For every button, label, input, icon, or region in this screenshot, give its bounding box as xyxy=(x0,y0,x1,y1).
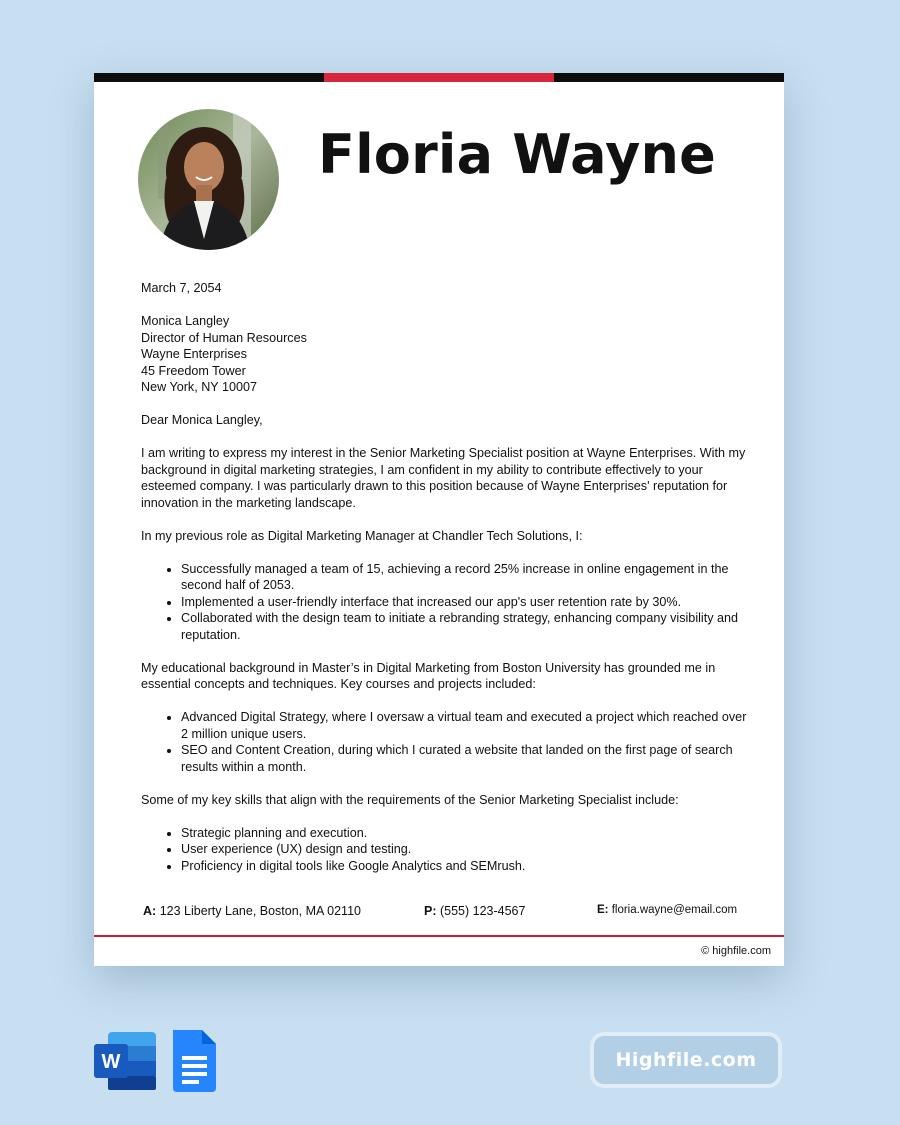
address-value: 123 Liberty Lane, Boston, MA 02110 xyxy=(159,904,361,918)
recipient-block xyxy=(141,313,751,396)
recipient-line: Monica Langley xyxy=(141,314,230,328)
profile-photo xyxy=(138,109,279,250)
google-docs-icon xyxy=(173,1030,216,1092)
svg-text:W: W xyxy=(101,1051,121,1073)
cover-letter-page xyxy=(94,73,784,966)
list-item: • Implemented a user-friendly interface that increased our app's user retention rate by 30%. xyxy=(181,594,751,611)
app-icons xyxy=(94,1030,224,1092)
highfile-badge[interactable] xyxy=(594,1036,778,1084)
email-value: floria.wayne@email.com xyxy=(611,904,738,916)
email-label: E: xyxy=(597,904,609,916)
courses-list xyxy=(141,709,751,775)
paragraph-intro: I am writing to express my interest in the Senior Marketing Specialist position at Wayne Enterprises. With my background in digital marketing strategies, I am confident in my ability to contribute effectively to your esteemed company. I was particularly drawn to this position because of Wayne Enterprises' reputation for innovation in the marketing landscape. xyxy=(141,446,746,510)
address-label: A: xyxy=(143,904,157,918)
phone-value: (555) 123-4567 xyxy=(439,904,526,918)
achievements-list xyxy=(141,561,751,644)
contact-phone xyxy=(424,904,525,918)
applicant-name: Floria Wayne xyxy=(318,123,716,186)
recipient-line: Director of Human Resources xyxy=(141,330,307,345)
list-item: • Advanced Digital Strategy, where I oversaw a virtual team and executed a project which reached over 2 million unique users. xyxy=(181,709,751,742)
recipient-line: New York, NY 10007 xyxy=(141,380,257,394)
contact-address xyxy=(143,904,361,918)
phone-label: P: xyxy=(424,904,437,918)
letter-date: March 7, 2054 xyxy=(141,281,222,295)
recipient-line: 45 Freedom Tower xyxy=(141,363,246,378)
list-item: • SEO and Content Creation, during which I curated a website that landed on the first page of search results within a month. xyxy=(181,742,751,775)
list-item: • Collaborated with the design team to initiate a rebranding strategy, enhancing company visibility and reputation. xyxy=(181,610,751,643)
list-item: • User experience (UX) design and testing. xyxy=(181,841,751,858)
list-item: • Strategic planning and execution. xyxy=(181,825,751,842)
list-item: • Successfully managed a team of 15, achieving a record 25% increase in online engagement in the second half of 2053. xyxy=(181,561,751,594)
top-bar-red-center xyxy=(324,73,554,82)
top-bar-black-left xyxy=(94,73,324,82)
badge-label: Highfile.com xyxy=(615,1049,757,1071)
list-item: • Proficiency in digital tools like Google Analytics and SEMrush. xyxy=(181,858,751,875)
microsoft-word-icon xyxy=(94,1032,156,1090)
top-bar-black-right xyxy=(554,73,784,82)
salutation: Dear Monica Langley, xyxy=(141,413,263,427)
recipient-line: Wayne Enterprises xyxy=(141,347,247,361)
copyright-text: © highfile.com xyxy=(701,945,771,957)
letter-body xyxy=(141,280,751,891)
paragraph-education: My educational background in Master’s in Digital Marketing from Boston University has grounded me in essential concepts and techniques. Key courses and projects included: xyxy=(141,660,716,691)
skills-list xyxy=(141,825,751,875)
paragraph-skills: Some of my key skills that align with the requirements of the Senior Marketing Specialist include: xyxy=(141,792,679,807)
paragraph-previous-role: In my previous role as Digital Marketing Manager at Chandler Tech Solutions, I: xyxy=(141,528,583,543)
footer-divider xyxy=(94,935,784,937)
contact-email xyxy=(597,904,737,916)
top-color-bar xyxy=(94,73,784,82)
